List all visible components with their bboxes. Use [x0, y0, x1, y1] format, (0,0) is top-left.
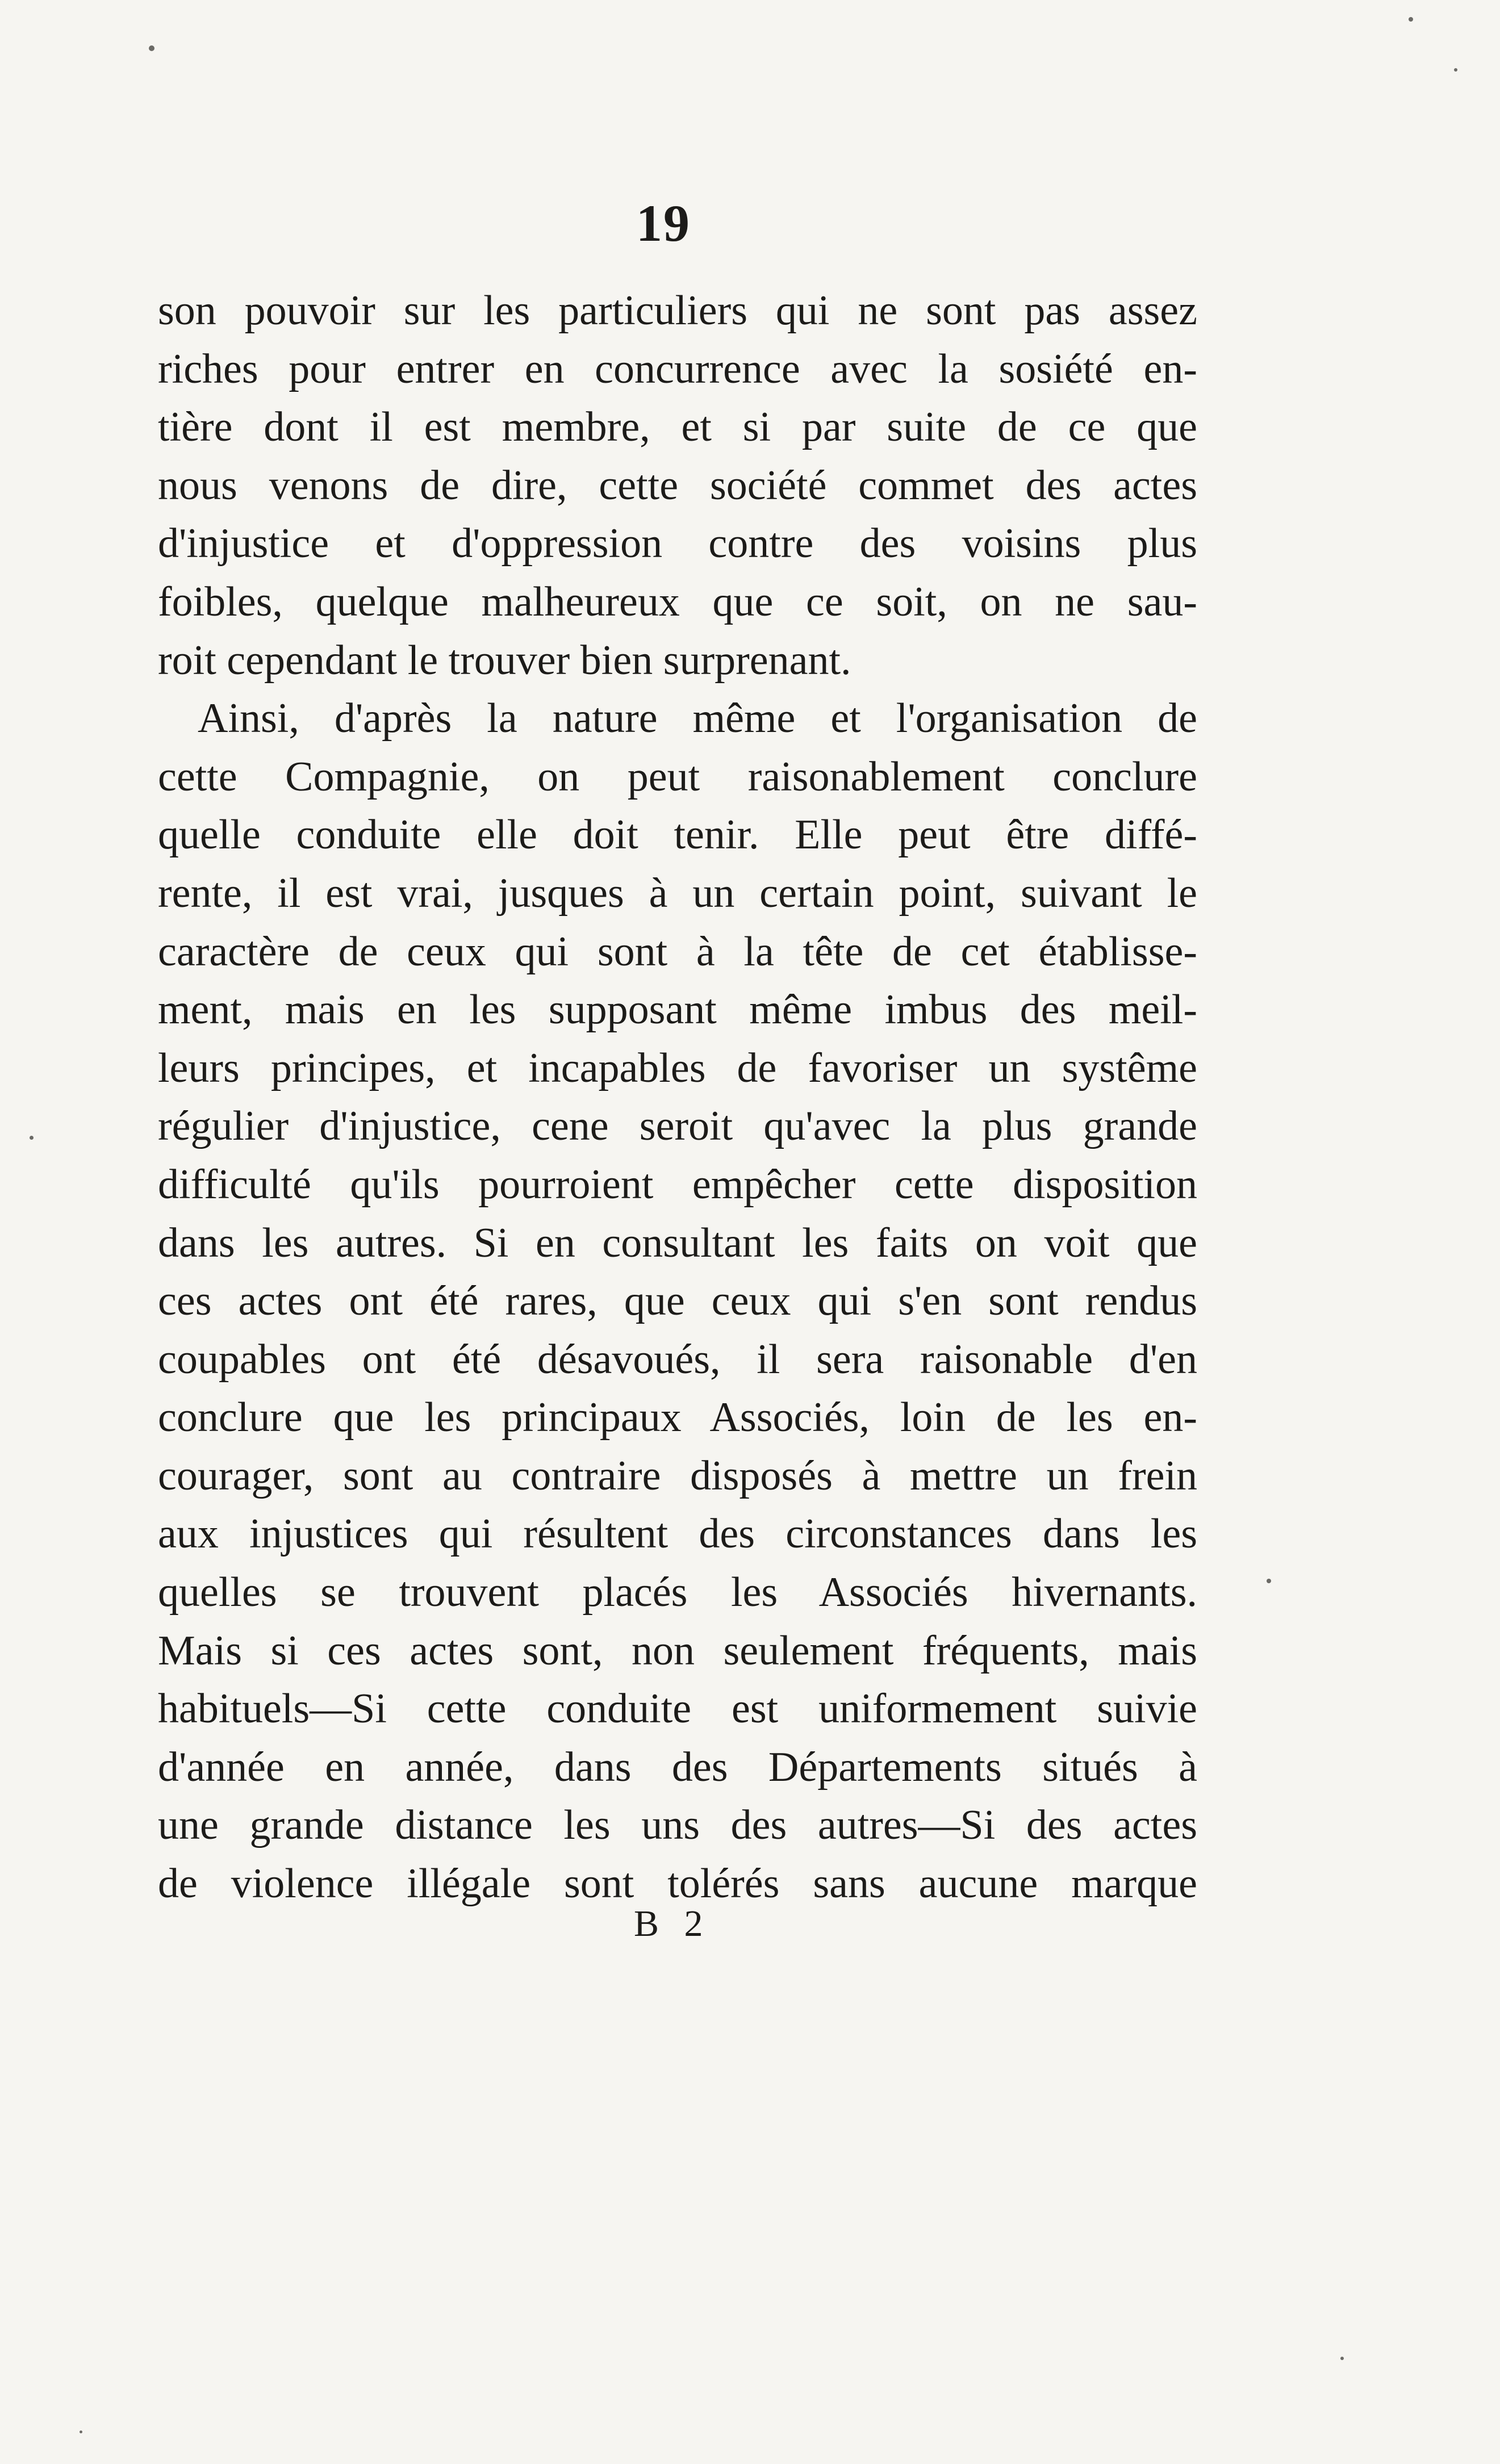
- text-line: rente, il est vrai, jusques à un certain point, suivant le: [158, 869, 1197, 917]
- text-line: coupables ont été désavoués, il sera raisonable d'en: [158, 1336, 1197, 1383]
- text-line: courager, sont au contraire disposés à mettre un frein: [158, 1452, 1197, 1499]
- text-line: leurs principes, et incapables de favoriser un systême: [158, 1044, 1197, 1091]
- paper-speck: [149, 45, 154, 51]
- paragraph-start-line: Ainsi, d'après la nature même et l'organisation de: [198, 695, 1197, 742]
- paper-speck: [1409, 17, 1413, 22]
- text-line: d'injustice et d'oppression contre des voisins plus: [158, 520, 1197, 567]
- text-line: conclure que les principaux Associés, loin de les en-: [158, 1394, 1197, 1441]
- text-line: ces actes ont été rares, que ceux qui s'en sont rendus: [158, 1278, 1197, 1325]
- text-line: tière dont il est membre, et si par suite de ce que: [158, 404, 1197, 451]
- body-text: [158, 282, 1197, 1913]
- text-line: ment, mais en les supposant même imbus des meil-: [158, 986, 1197, 1034]
- text-line: une grande distance les uns des autres—Si des actes: [158, 1802, 1197, 1849]
- signature-mark: B 2: [634, 1903, 711, 1944]
- text-line: nous venons de dire, cette société commet des actes: [158, 462, 1197, 509]
- paragraph-end-line: roit cependant le trouver bien surprenant.: [158, 637, 851, 684]
- text-line: son pouvoir sur les particuliers qui ne sont pas assez: [158, 287, 1197, 334]
- paper-speck: [1267, 1579, 1271, 1583]
- paper-speck: [80, 2430, 82, 2433]
- text-line: dans les autres. Si en consultant les faits on voit que: [158, 1219, 1197, 1266]
- text-line: habituels—Si cette conduite est uniformement suivie: [158, 1685, 1197, 1733]
- text-line: riches pour entrer en concurrence avec la sosiété en-: [158, 345, 1197, 392]
- text-line: foibles, quelque malheureux que ce soit, on ne sau-: [158, 578, 1197, 625]
- text-line: cette Compagnie, on peut raisonablement conclure: [158, 753, 1197, 800]
- text-line: régulier d'injustice, cene seroit qu'avec la plus grande: [158, 1103, 1197, 1150]
- paper-speck: [1454, 68, 1457, 72]
- text-line: de violence illégale sont tolérés sans aucune marque: [158, 1860, 1197, 1907]
- text-line: d'année en année, dans des Départements situés à: [158, 1743, 1197, 1791]
- text-line: quelle conduite elle doit tenir. Elle peut être diffé-: [158, 811, 1197, 859]
- text-line: difficulté qu'ils pourroient empêcher cette disposition: [158, 1161, 1197, 1208]
- text-line: quelles se trouvent placés les Associés hivernants.: [158, 1569, 1197, 1616]
- text-line: Mais si ces actes sont, non seulement fréquents, mais: [158, 1627, 1197, 1674]
- paper-speck: [1340, 2357, 1344, 2360]
- text-line: caractère de ceux qui sont à la tête de cet établisse-: [158, 928, 1197, 975]
- page-number: 19: [636, 194, 691, 252]
- paper-speck: [30, 1136, 34, 1140]
- text-line: aux injustices qui résultent des circonstances dans les: [158, 1511, 1197, 1558]
